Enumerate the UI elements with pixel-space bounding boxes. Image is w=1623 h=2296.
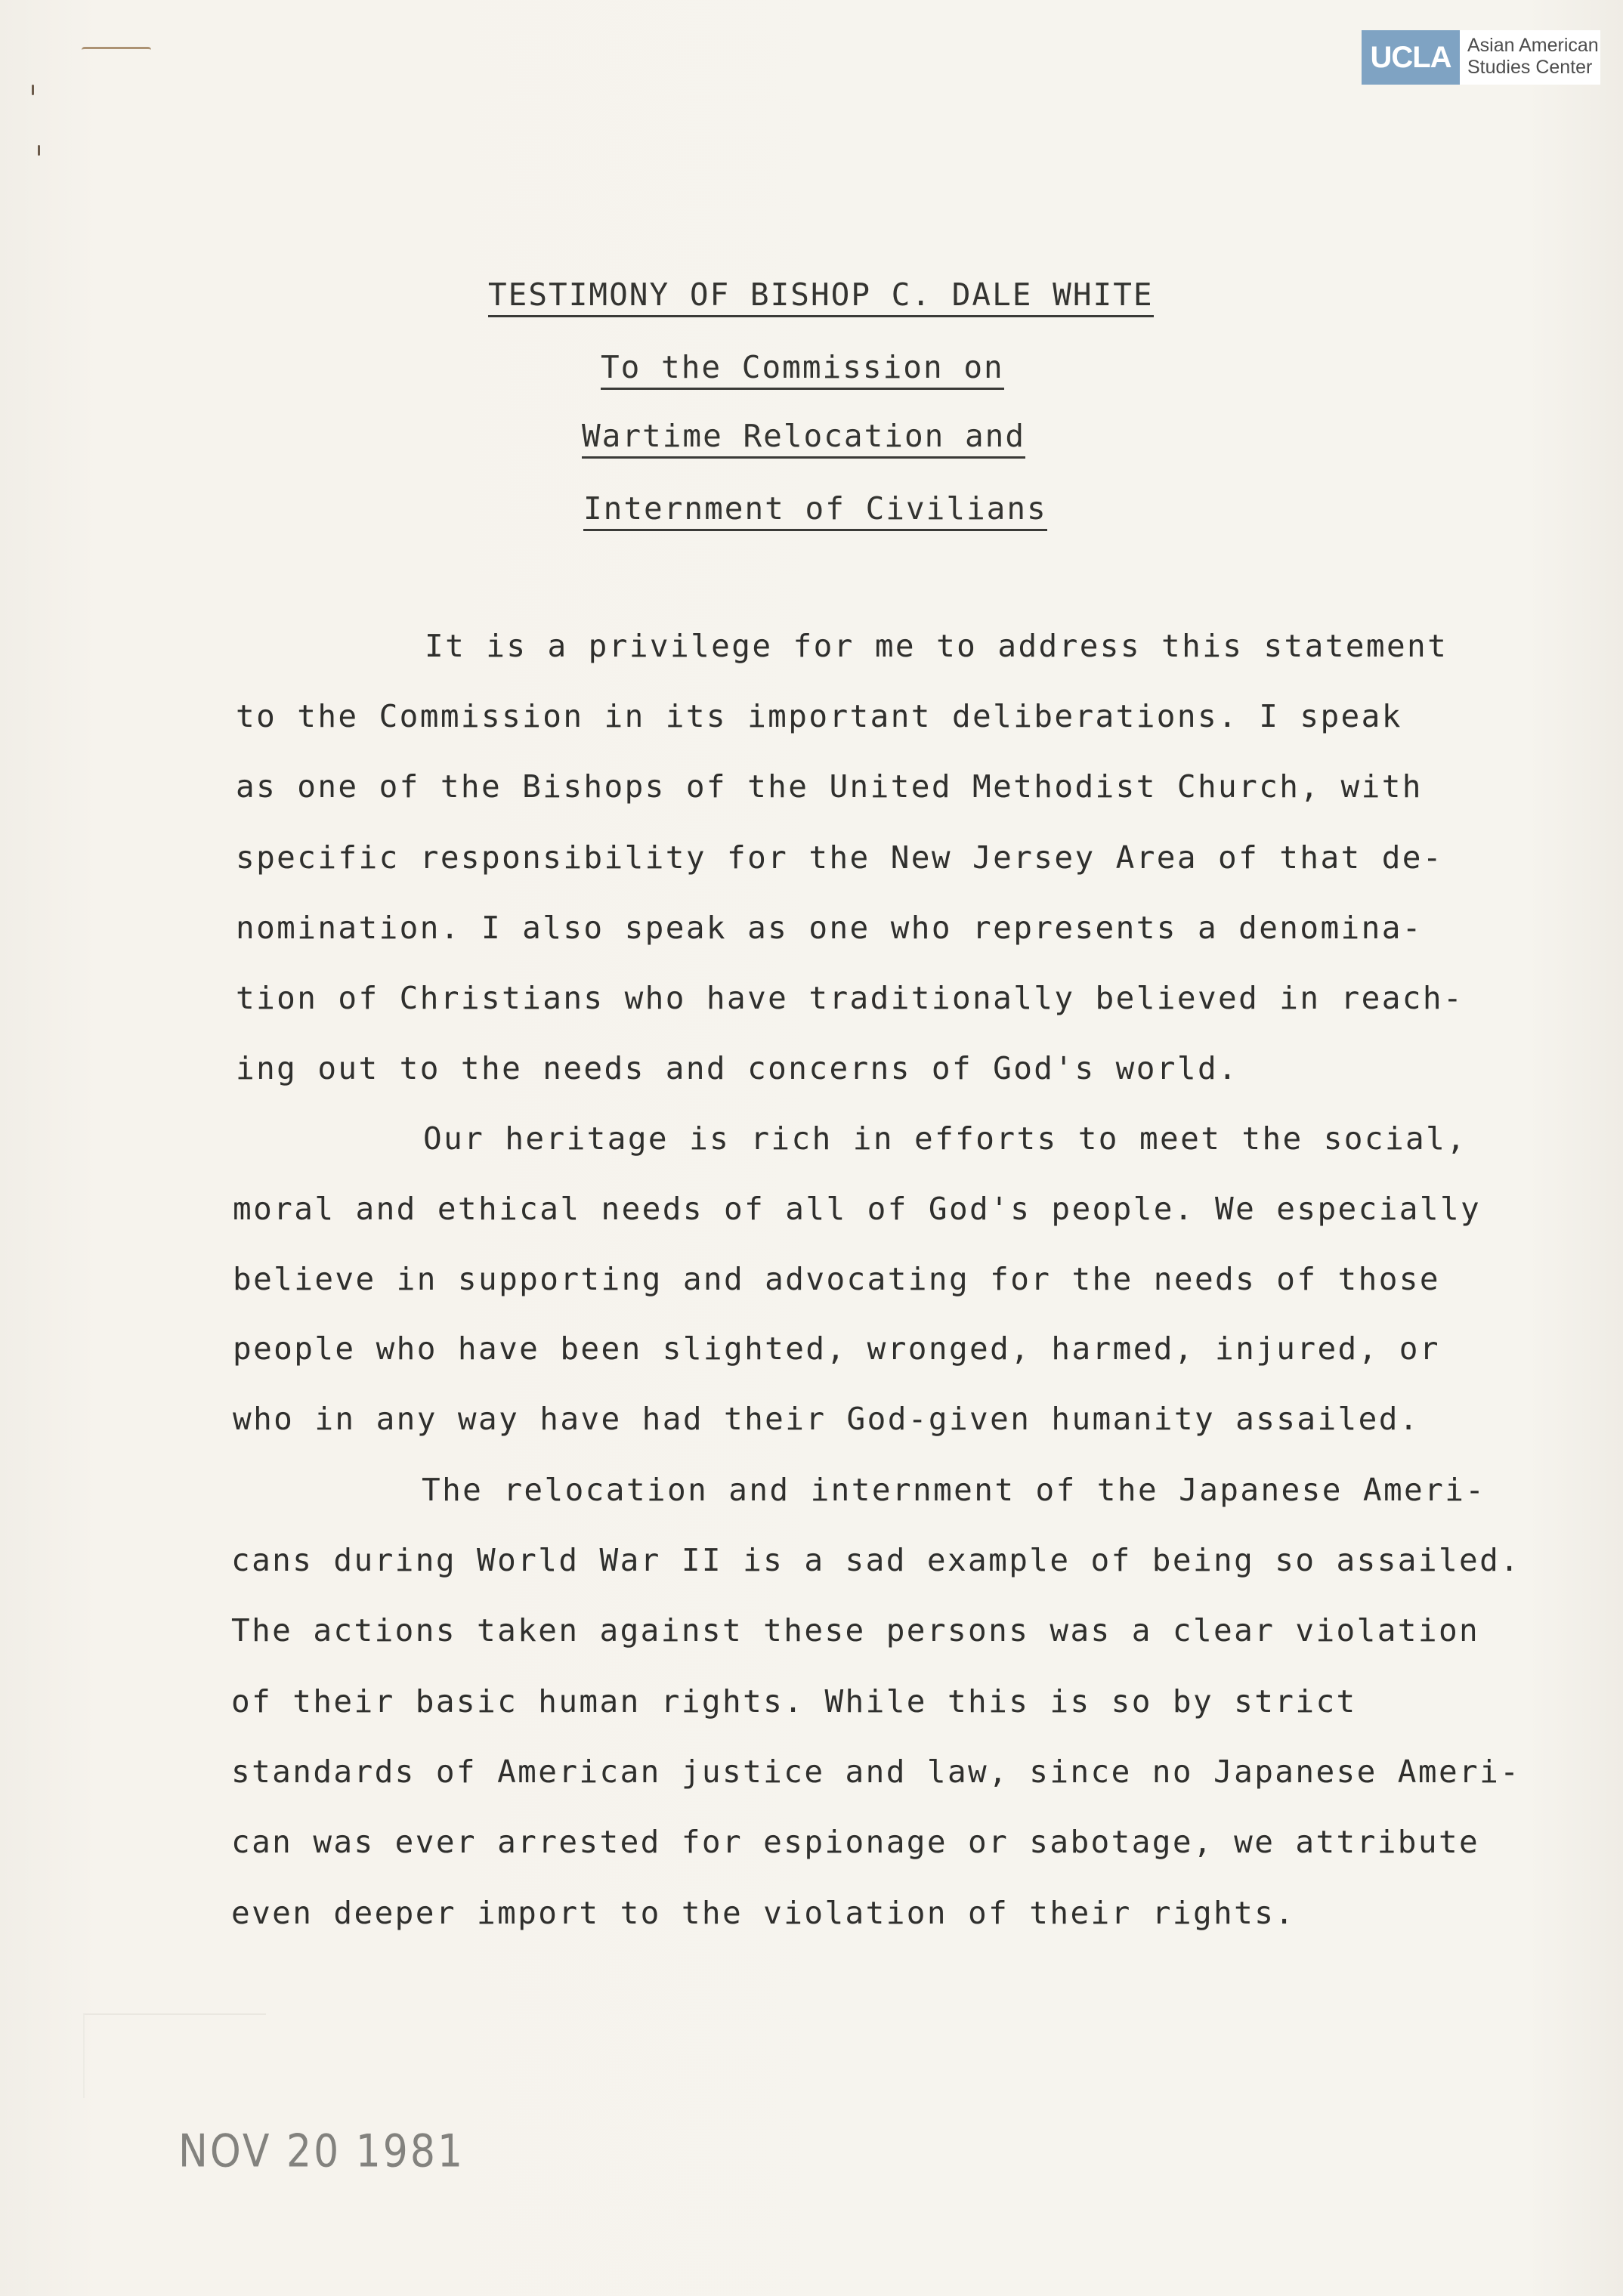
body-line: It is a privilege for me to address this statement [425, 628, 1448, 664]
logo-caption-line-1: Asian American [1467, 35, 1599, 56]
body-line: people who have been slighted, wronged, harmed, injured, or [233, 1330, 1440, 1367]
punch-mark [38, 145, 40, 156]
punch-mark [32, 85, 34, 95]
body-line: The relocation and internment of the Japanese Ameri- [422, 1472, 1486, 1508]
body-line: The actions taken against these persons was a clear violation [231, 1612, 1480, 1649]
body-line: nomination. I also speak as one who represents a denomina- [236, 910, 1423, 946]
logo-caption-line-2: Studies Center [1467, 57, 1593, 78]
body-line: of their basic human rights. While this is so by strict [231, 1683, 1357, 1720]
staple-mark [82, 47, 151, 54]
body-line: standards of American justice and law, since no Japanese Ameri- [231, 1754, 1521, 1790]
body-line: to the Commission in its important deliberations. I speak [236, 698, 1402, 734]
body-line: who in any way have had their God-given humanity assailed. [233, 1401, 1420, 1437]
body-line: can was ever arrested for espionage or sabotage, we attribute [231, 1824, 1480, 1860]
body-line: tion of Christians who have traditionally believed in reach- [236, 980, 1464, 1016]
title-subline: Wartime Relocation and [582, 417, 1025, 459]
title-subline: Internment of Civilians [583, 490, 1047, 531]
document-title: TESTIMONY OF BISHOP C. DALE WHITE [488, 276, 1154, 317]
logo-caption [1460, 30, 1600, 85]
body-line: moral and ethical needs of all of God's people. We especially [233, 1191, 1482, 1227]
ucla-logo-mark: UCLA [1362, 30, 1460, 85]
title-subline: To the Commission on [601, 348, 1004, 390]
body-line: ing out to the needs and concerns of God's world. [236, 1050, 1239, 1086]
body-line: as one of the Bishops of the United Methodist Church, with [236, 768, 1423, 805]
body-line: Our heritage is rich in efforts to meet the social, [423, 1120, 1467, 1157]
received-date-stamp: NOV 20 1981 [178, 2125, 465, 2178]
body-line: even deeper import to the violation of their rights. [231, 1895, 1296, 1931]
body-line: specific responsibility for the New Jersey Area of that de- [236, 839, 1443, 876]
body-line: cans during World War II is a sad example of being so assailed. [231, 1542, 1521, 1578]
faded-stamp-area [83, 2013, 266, 2098]
ucla-asian-american-studies-logo [1362, 30, 1600, 85]
body-line: believe in supporting and advocating for the needs of those [233, 1261, 1440, 1297]
